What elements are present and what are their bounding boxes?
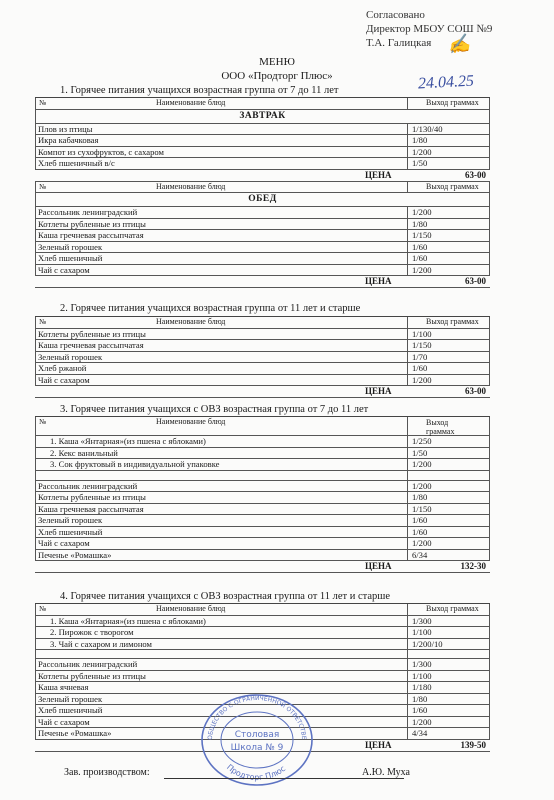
price-value: 63-00 [465, 169, 486, 180]
table-row: Зеленый горошек 1/60 [35, 515, 490, 527]
section-2-table [35, 316, 490, 398]
stamp-ring-bottom: Продторг Плюс [224, 762, 288, 782]
table-row: Хлеб пшеничный 1/60 [35, 527, 490, 539]
table-row: Икра кабачковая 1/80 [35, 135, 490, 147]
table-row: Каша гречневая рассыпчатая 1/150 [35, 504, 490, 516]
table-row: Компот из сухофруктов, с сахаром 1/200 [35, 147, 490, 159]
list-item: 3. Чай с сахаром и лимоном 1/200/10 [35, 639, 490, 651]
price-value: 139-50 [460, 739, 486, 750]
table-row: Плов из птицы 1/130/40 [35, 124, 490, 136]
list-item: 1. Каша «Янтарная»(из пшена с яблоками) 1/300 [35, 616, 490, 628]
section-3-table [35, 416, 490, 573]
price-row: ЦЕНА 139-50 [35, 740, 490, 752]
price-value: 63-00 [465, 386, 486, 396]
section-2-title: 2. Горячее питания учащихся возрастная группа от 11 лет и старше [60, 303, 361, 314]
table-row: Чай с сахаром 1/200 [35, 717, 490, 729]
signature-line [164, 778, 404, 779]
approval-director: Директор МБОУ СОШ №9 [366, 23, 493, 35]
table-row: Каша гречневая рассыпчатая 1/150 [35, 230, 490, 242]
table-row: Печенье «Ромашка» 6/34 [35, 550, 490, 562]
footer-label: Зав. производством: [64, 767, 150, 778]
stamp-ring-top: ОБЩЕСТВО С ОГРАНИЧЕННОЙ ОТВЕТСТВЕ [206, 694, 308, 741]
section-1-table [35, 97, 490, 288]
table-row: Котлеты рубленные из птицы 1/100 [35, 671, 490, 683]
table-row: Зеленый горошек 1/60 [35, 242, 490, 254]
company-name: ООО «Продторг Плюс» [221, 70, 333, 82]
spacer-row [35, 650, 490, 659]
col-name: Наименование блюд [156, 98, 226, 107]
table-header: № Наименование блюд Выход граммах [35, 417, 490, 436]
meal-lunch: ОБЕД [35, 193, 490, 207]
table-row: Зеленый горошек 1/80 [35, 694, 490, 706]
meal-breakfast: ЗАВТРАК [35, 110, 490, 124]
list-item: 2. Пирожок с творогом 1/100 [35, 627, 490, 639]
table-row: Хлеб ржаной 1/60 [35, 363, 490, 375]
approval-line: Согласовано [366, 9, 425, 21]
table-row: Хлеб пшеничный 1/60 [35, 253, 490, 265]
table-row: Зеленый горошек 1/70 [35, 352, 490, 364]
table-row: Хлеб пшеничный в/с 1/50 [35, 158, 490, 170]
price-row [35, 170, 490, 182]
price-label: ЦЕНА [365, 169, 392, 180]
handwritten-date: 24.04.25 [417, 72, 475, 93]
table-row: Чай с сахаром 1/200 [35, 265, 490, 277]
table-header: № Наименование блюд Выход граммах [35, 317, 490, 329]
price-value: 132-30 [460, 561, 486, 571]
table-row: Рассольник ленинградский 1/200 [35, 481, 490, 493]
price-row: ЦЕНА 63-00 [35, 276, 490, 288]
price-row: ЦЕНА 132-30 [35, 561, 490, 573]
footer-name: А.Ю. Муха [362, 767, 410, 778]
list-item: 3. Сок фруктовый в индивидуальной упаковке 1/200 [35, 459, 490, 471]
table-row: Печенье «Ромашка» 4/34 [35, 728, 490, 740]
col-num: № [39, 98, 47, 107]
spacer-row [35, 471, 490, 481]
price-value: 63-00 [465, 276, 486, 286]
table-row: Чай с сахаром 1/200 [35, 375, 490, 387]
table-row: Котлеты рубленные из птицы 1/80 [35, 219, 490, 231]
stamp-center-1: Столовая [234, 730, 280, 740]
section-1-title: 1. Горячее питания учащихся возрастная группа от 7 до 11 лет [60, 85, 339, 96]
stamp-center-2: Школа № 9 [230, 743, 284, 753]
approval-block [366, 8, 492, 50]
col-out: Выход граммах [426, 98, 479, 107]
table-row: Каша ячневая 1/180 [35, 682, 490, 694]
menu-title: МЕНЮ [259, 56, 295, 68]
table-header: № Наименование блюд Выход граммах [35, 604, 490, 616]
list-item: 2. Кекс ванильный 1/50 [35, 448, 490, 460]
handwritten-signature: ✍ [446, 32, 472, 56]
section-4-title: 4. Горячее питания учащихся с ОВЗ возрастная группа от 11 лет и старше [60, 591, 391, 602]
table-header [35, 98, 490, 110]
price-row: ЦЕНА 63-00 [35, 386, 490, 398]
table-row: Котлеты рубленные из птицы 1/100 [35, 329, 490, 341]
table-row: Котлеты рубленные из птицы 1/80 [35, 492, 490, 504]
table-row: Рассольник ленинградский 1/200 [35, 207, 490, 219]
table-row: Хлеб пшеничный 1/60 [35, 705, 490, 717]
list-item: 1. Каша «Янтарная»(из пшена с яблоками) 1/250 [35, 436, 490, 448]
table-header: № Наименование блюд Выход граммах [35, 182, 490, 194]
section-3-title: 3. Горячее питания учащихся с ОВЗ возрастная группа от 7 до 11 лет [60, 404, 369, 415]
table-row: Рассольник ленинградский 1/300 [35, 659, 490, 671]
approval-name: Т.А. Галицкая [366, 37, 432, 49]
table-row: Каша гречневая рассыпчатая 1/150 [35, 340, 490, 352]
table-row: Чай с сахаром 1/200 [35, 538, 490, 550]
footer-signature [64, 767, 494, 778]
